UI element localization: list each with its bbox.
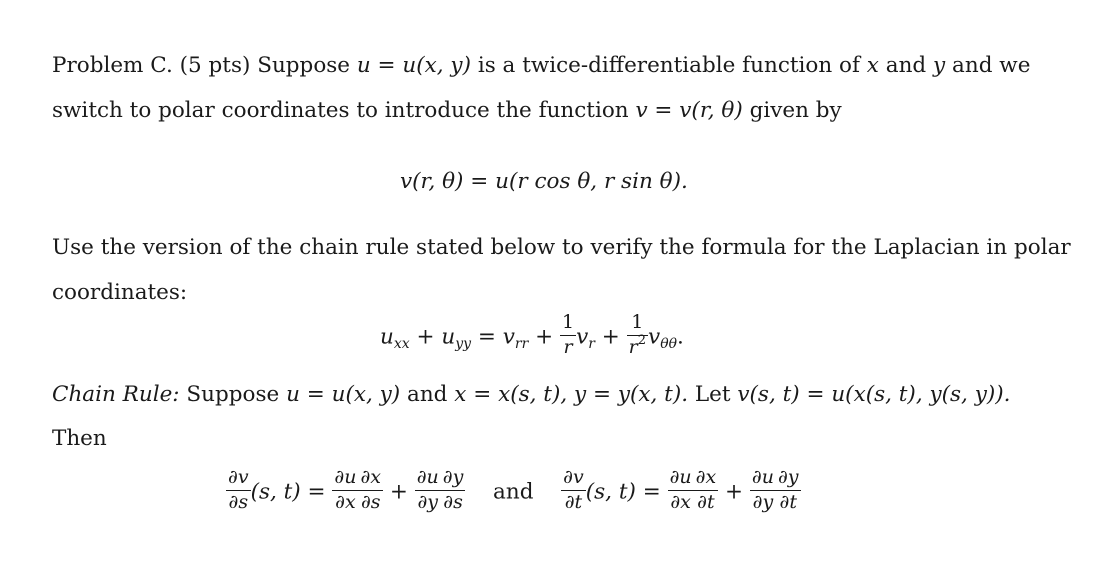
partial-symbol: ∂ xyxy=(442,466,453,488)
frac-du-dy-2 xyxy=(750,468,776,513)
problem-line-3 xyxy=(52,237,1071,259)
plus-1: + xyxy=(389,479,408,505)
frac-dv-ds-num xyxy=(226,468,251,491)
problem-label: Problem C. xyxy=(52,53,173,78)
frac-num xyxy=(332,468,358,491)
partial-symbol: ∂ xyxy=(443,490,454,513)
partial-symbol: ∂ xyxy=(360,466,371,488)
laplacian-formula xyxy=(380,311,684,360)
lap-frac1-num: 1 xyxy=(560,313,576,336)
lap-v-3: v xyxy=(648,324,661,350)
frac-du-dy-1 xyxy=(415,468,441,513)
frac-den xyxy=(332,491,358,513)
text-suppose: Suppose xyxy=(257,53,351,78)
problem-line-4 xyxy=(52,282,187,304)
frac-dx-dt xyxy=(694,468,719,513)
lap-sub-yy: yy xyxy=(455,336,472,353)
problem-line-2 xyxy=(52,100,842,122)
den-y: y xyxy=(762,490,774,513)
text-and-we: and we xyxy=(952,53,1031,78)
text-given-by: given by xyxy=(749,98,842,123)
partial-symbol: ∂ xyxy=(695,466,706,488)
lap-equals: = xyxy=(477,324,496,350)
frac-den xyxy=(415,491,441,513)
den-t: t xyxy=(574,490,583,513)
var-x: x xyxy=(866,53,879,78)
then-line xyxy=(52,428,107,450)
chain-eq-y: y = y(x, t). xyxy=(574,382,689,407)
chain-text-let: Let xyxy=(694,382,731,407)
den-x: x xyxy=(344,490,356,513)
frac-den xyxy=(668,491,694,513)
lap-u: u xyxy=(380,324,394,350)
partial-symbol: ∂ xyxy=(669,466,680,488)
lap-v: v xyxy=(502,324,515,350)
partial-symbol: ∂ xyxy=(564,490,575,513)
lap-u-2: u xyxy=(441,324,456,350)
partial-symbol: ∂ xyxy=(228,490,239,513)
frac-num xyxy=(694,468,719,491)
num-u: u xyxy=(679,466,692,488)
equals-2: = xyxy=(642,479,661,505)
frac-num xyxy=(776,468,801,491)
num-y: y xyxy=(787,466,799,488)
lap-frac2-den xyxy=(627,332,648,358)
den-t: t xyxy=(789,490,797,513)
chain-rule-label: Chain Rule: xyxy=(52,382,180,407)
den-s: s xyxy=(370,490,381,513)
partial-symbol: ∂ xyxy=(334,466,345,488)
chain-rule-line xyxy=(52,384,1010,406)
partial-symbol: ∂ xyxy=(335,490,345,513)
lap-sub-rr: rr xyxy=(514,336,529,353)
lap-sub-r: r xyxy=(588,336,595,353)
lap-plus-2: + xyxy=(535,324,554,350)
frac-dy-ds xyxy=(441,468,466,513)
lap-frac2-num: 1 xyxy=(627,313,648,336)
chain-text-suppose: Suppose xyxy=(186,382,280,407)
frac-num xyxy=(358,468,383,491)
chain-eq-u: u = u(x, y) xyxy=(286,382,401,407)
frac-dv-ds-den xyxy=(226,491,251,513)
frac-den xyxy=(358,491,383,513)
num-v: v xyxy=(573,466,584,488)
partial-symbol: ∂ xyxy=(779,490,790,513)
frac-num xyxy=(561,468,586,491)
text-switch-polar: switch to polar coordinates to introduce the function xyxy=(52,98,629,123)
chain-eq-x: x = x(s, t), xyxy=(454,382,568,407)
frac-du-dx-1 xyxy=(332,468,358,513)
partial-symbol: ∂ xyxy=(752,490,763,513)
text-coordinates: coordinates: xyxy=(52,280,188,305)
frac-den xyxy=(750,491,776,513)
partial-symbol: ∂ xyxy=(563,466,573,488)
partial-symbol: ∂ xyxy=(228,466,238,488)
frac-den xyxy=(441,491,466,513)
frac-du-dx-2 xyxy=(668,468,694,513)
lap-frac-1-over-r2 xyxy=(627,313,648,358)
frac-num xyxy=(750,468,776,491)
text-twice-diff: is a twice-differentiable function of xyxy=(477,53,860,78)
partials-formula xyxy=(226,466,801,515)
text-use-version: Use the version of the chain rule stated below to verify the formula for the Laplacian in polar xyxy=(52,235,1071,260)
lap-frac-1-over-r xyxy=(560,313,576,358)
den-s: s xyxy=(453,490,463,513)
lap-v-2: v xyxy=(576,324,589,350)
frac-dy-dt xyxy=(776,468,801,513)
display-equation-text: v(r, θ) = u(r cos θ, r sin θ). xyxy=(400,169,688,194)
den-s: s xyxy=(238,490,249,513)
args-st-1: (s, t) xyxy=(250,479,301,505)
frac-dv-dt xyxy=(561,468,586,513)
text-and: and xyxy=(885,53,927,78)
num-x: x xyxy=(370,466,382,488)
equals-1: = xyxy=(307,479,326,505)
text-and-partials: and xyxy=(493,479,534,505)
frac-den xyxy=(561,491,586,513)
equation-u: u = u(x, y) xyxy=(356,53,471,78)
den-t: t xyxy=(707,490,715,513)
frac-den xyxy=(694,491,719,513)
text-then: Then xyxy=(52,426,107,451)
plus-2: + xyxy=(725,479,744,505)
chain-text-and: and xyxy=(407,382,448,407)
frac-den xyxy=(776,491,801,513)
args-st-2: (s, t) xyxy=(585,479,636,505)
lap-frac2-exp: 2 xyxy=(637,332,647,348)
lap-sub-xx: xx xyxy=(393,336,410,353)
num-x: x xyxy=(705,466,717,488)
num-u: u xyxy=(761,466,774,488)
num-u: u xyxy=(344,466,357,488)
lap-frac1-den: r xyxy=(563,335,573,358)
partial-symbol: ∂ xyxy=(670,490,681,513)
num-u: u xyxy=(426,466,439,488)
frac-num xyxy=(668,468,694,491)
partial-symbol: ∂ xyxy=(360,490,371,513)
den-y: y xyxy=(427,490,439,513)
partial-symbol: ∂ xyxy=(751,466,762,488)
lap-plus-1: + xyxy=(416,324,435,350)
lap-sub-thth: θθ xyxy=(660,336,678,353)
lap-frac2-r: r xyxy=(628,335,638,358)
lap-plus-3: + xyxy=(601,324,620,350)
problem-points: (5 pts) xyxy=(179,53,251,78)
frac-num xyxy=(441,468,466,491)
partial-symbol: ∂ xyxy=(416,466,427,488)
partial-symbol: ∂ xyxy=(697,490,707,513)
problem-line-1 xyxy=(52,55,1030,77)
num-v: v xyxy=(237,466,249,488)
var-y: y xyxy=(933,53,946,78)
equation-v: v = v(r, θ) xyxy=(635,98,743,123)
partial-symbol: ∂ xyxy=(777,466,788,488)
lap-period: . xyxy=(677,324,684,350)
frac-dv-ds xyxy=(226,468,251,513)
frac-dx-ds xyxy=(358,468,383,513)
chain-eq-v: v(s, t) = u(x(s, t), y(s, y)). xyxy=(737,382,1011,407)
display-equation xyxy=(400,171,688,193)
den-x: x xyxy=(680,490,691,513)
frac-num xyxy=(415,468,441,491)
partial-symbol: ∂ xyxy=(417,490,428,513)
num-y: y xyxy=(452,466,464,488)
